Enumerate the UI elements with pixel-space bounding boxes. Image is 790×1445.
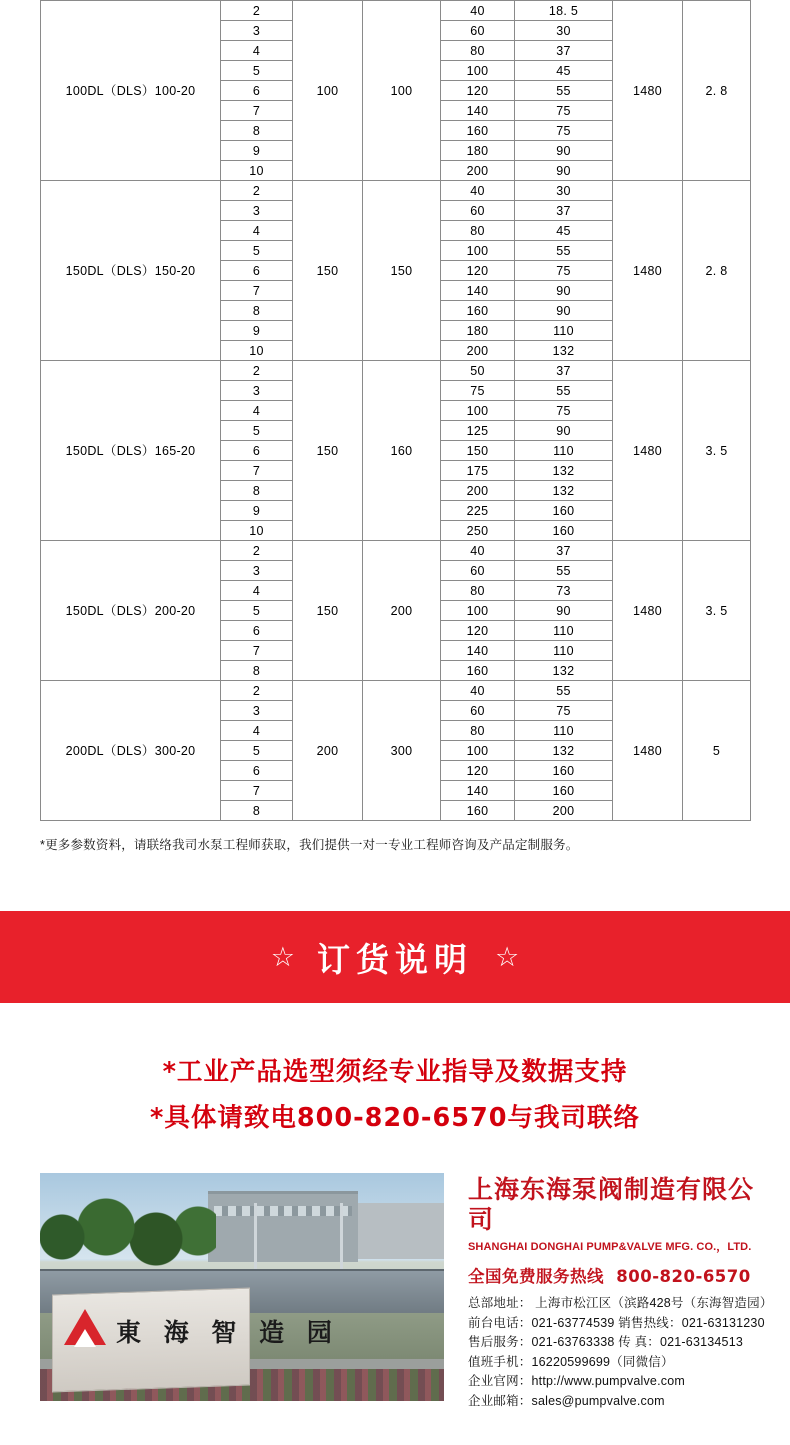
cell-head: 37 (515, 541, 613, 561)
cell-stages: 9 (221, 141, 293, 161)
cell-stages: 2 (221, 361, 293, 381)
cell-stages: 7 (221, 781, 293, 801)
cell-head: 110 (515, 621, 613, 641)
hotline-label: 全国免费服务热线 (468, 1267, 604, 1286)
contact-line: 企业官网：http://www.pumpvalve.com (468, 1374, 685, 1388)
contact-line: 企业邮箱：sales@pumpvalve.com (468, 1393, 665, 1408)
cell-flow: 140 (441, 641, 515, 661)
cell-dn-in: 150 (293, 181, 363, 361)
contact-line: 总部地址： 上海市松江区（滨路428号（东海智造园） (468, 1296, 773, 1310)
cell-head: 75 (515, 701, 613, 721)
cell-stages: 5 (221, 741, 293, 761)
cell-flow: 60 (441, 201, 515, 221)
cell-model: 150DL（DLS）150-20 (41, 181, 221, 361)
table-footnote: *更多参数资料，请联络我司水泵工程师获取，我们提供一对一专业工程师咨询及产品定制服务。 (40, 838, 579, 852)
cell-head: 90 (515, 161, 613, 181)
company-name-en: SHANGHAI DONGHAI PUMP&VALVE MFG. CO.，LTD. (468, 1241, 752, 1253)
cell-stages: 3 (221, 21, 293, 41)
contact-line: 售后服务：021-63763338 传 真：021-63134513 (468, 1335, 744, 1349)
contact-line: 值班手机：16220599699（同微信） (468, 1354, 674, 1369)
table-row (41, 541, 751, 561)
spec-table-body (41, 1, 751, 821)
cell-power: 3. 5 (683, 361, 751, 541)
cell-stages: 3 (221, 381, 293, 401)
cell-flow: 160 (441, 801, 515, 821)
cell-stages: 7 (221, 281, 293, 301)
table-row (41, 181, 751, 201)
cell-flow: 140 (441, 101, 515, 121)
cell-power: 2. 8 (683, 181, 751, 361)
cell-stages: 4 (221, 41, 293, 61)
cell-stages: 2 (221, 181, 293, 201)
cell-flow: 100 (441, 601, 515, 621)
cell-flow: 160 (441, 121, 515, 141)
cell-stages: 6 (221, 81, 293, 101)
cell-flow: 40 (441, 681, 515, 701)
cell-head: 55 (515, 561, 613, 581)
notice-block (0, 1003, 790, 1141)
contact-lines (468, 1294, 773, 1411)
cell-flow: 40 (441, 1, 515, 21)
cell-head: 30 (515, 21, 613, 41)
cell-stages: 7 (221, 461, 293, 481)
cell-flow: 140 (441, 781, 515, 801)
cell-stages: 9 (221, 501, 293, 521)
cell-head: 132 (515, 661, 613, 681)
contact-line: 前台电话：021-63774539 销售热线：021-63131230 (468, 1315, 765, 1330)
cell-stages: 3 (221, 201, 293, 221)
cell-stages: 2 (221, 1, 293, 21)
cell-flow: 120 (441, 761, 515, 781)
cell-stages: 6 (221, 261, 293, 281)
cell-head: 75 (515, 261, 613, 281)
cell-head: 110 (515, 721, 613, 741)
cell-head: 73 (515, 581, 613, 601)
photo-building-side (358, 1203, 444, 1259)
hotline-number: 800-820-6570 (616, 1267, 751, 1286)
cell-flow: 120 (441, 81, 515, 101)
cell-flow: 225 (441, 501, 515, 521)
cell-flow: 120 (441, 261, 515, 281)
cell-head: 55 (515, 381, 613, 401)
cell-stages: 2 (221, 681, 293, 701)
cell-flow: 100 (441, 61, 515, 81)
cell-head: 160 (515, 761, 613, 781)
cell-model: 100DL（DLS）100-20 (41, 1, 221, 181)
cell-flow: 100 (441, 241, 515, 261)
cell-flow: 120 (441, 621, 515, 641)
cell-head: 37 (515, 201, 613, 221)
table-row (41, 681, 751, 701)
cell-head: 132 (515, 741, 613, 761)
cell-stages: 4 (221, 221, 293, 241)
cell-flow: 50 (441, 361, 515, 381)
cell-flow: 60 (441, 561, 515, 581)
cell-stages: 8 (221, 121, 293, 141)
cell-stages: 7 (221, 641, 293, 661)
cell-flow: 180 (441, 321, 515, 341)
star-icon-right: ☆ (495, 941, 520, 972)
cell-dn-out: 100 (363, 1, 441, 181)
cell-head: 132 (515, 461, 613, 481)
cell-flow: 160 (441, 661, 515, 681)
star-icon-left: ☆ (270, 941, 295, 972)
cell-head: 55 (515, 241, 613, 261)
cell-stages: 5 (221, 61, 293, 81)
cell-stages: 4 (221, 581, 293, 601)
cell-flow: 60 (441, 701, 515, 721)
cell-flow: 80 (441, 721, 515, 741)
photo-trees (40, 1197, 216, 1269)
cell-stages: 8 (221, 801, 293, 821)
cell-flow: 75 (441, 381, 515, 401)
cell-head: 55 (515, 681, 613, 701)
cell-dn-out: 150 (363, 181, 441, 361)
cell-power: 3. 5 (683, 541, 751, 681)
cell-stages: 8 (221, 661, 293, 681)
table-row (41, 1, 751, 21)
cell-model: 200DL（DLS）300-20 (41, 681, 221, 821)
cell-stages: 3 (221, 561, 293, 581)
cell-head: 90 (515, 601, 613, 621)
cell-stages: 10 (221, 161, 293, 181)
photo-building-main (208, 1191, 358, 1262)
cell-speed: 1480 (613, 681, 683, 821)
cell-flow: 100 (441, 741, 515, 761)
cell-flow: 80 (441, 41, 515, 61)
cell-head: 90 (515, 421, 613, 441)
cell-head: 55 (515, 81, 613, 101)
cell-head: 160 (515, 501, 613, 521)
cell-flow: 200 (441, 341, 515, 361)
cell-head: 110 (515, 321, 613, 341)
cell-stages: 7 (221, 101, 293, 121)
company-info (468, 1173, 773, 1411)
cell-stages: 10 (221, 341, 293, 361)
cell-head: 45 (515, 221, 613, 241)
cell-stages: 10 (221, 521, 293, 541)
cell-stages: 5 (221, 421, 293, 441)
company-name-cn: 上海东海泵阀制造有限公司 (468, 1175, 755, 1234)
cell-stages: 4 (221, 401, 293, 421)
cell-flow: 200 (441, 161, 515, 181)
cell-power: 2. 8 (683, 1, 751, 181)
cell-flow: 180 (441, 141, 515, 161)
hotline (468, 1263, 773, 1287)
cell-stages: 9 (221, 321, 293, 341)
cell-head: 90 (515, 301, 613, 321)
cell-speed: 1480 (613, 361, 683, 541)
cell-stages: 5 (221, 601, 293, 621)
cell-flow: 100 (441, 401, 515, 421)
cell-dn-out: 200 (363, 541, 441, 681)
company-footer (0, 1173, 790, 1445)
cell-head: 90 (515, 141, 613, 161)
factory-photo (40, 1173, 444, 1401)
cell-flow: 250 (441, 521, 515, 541)
cell-stages: 6 (221, 441, 293, 461)
photo-sign-text: 東 海 智 造 园 (116, 1318, 339, 1347)
cell-stages: 8 (221, 481, 293, 501)
cell-head: 160 (515, 521, 613, 541)
cell-head: 75 (515, 101, 613, 121)
cell-flow: 80 (441, 221, 515, 241)
cell-dn-in: 100 (293, 1, 363, 181)
cell-head: 200 (515, 801, 613, 821)
cell-stages: 6 (221, 621, 293, 641)
cell-stages: 6 (221, 761, 293, 781)
cell-flow: 160 (441, 301, 515, 321)
cell-dn-out: 300 (363, 681, 441, 821)
cell-speed: 1480 (613, 541, 683, 681)
cell-stages: 2 (221, 541, 293, 561)
cell-stages: 8 (221, 301, 293, 321)
cell-head: 132 (515, 341, 613, 361)
cell-head: 37 (515, 361, 613, 381)
cell-dn-in: 150 (293, 361, 363, 541)
cell-speed: 1480 (613, 181, 683, 361)
cell-head: 110 (515, 641, 613, 661)
cell-stages: 4 (221, 721, 293, 741)
cell-flow: 80 (441, 581, 515, 601)
cell-head: 18. 5 (515, 1, 613, 21)
cell-dn-in: 200 (293, 681, 363, 821)
cell-flow: 200 (441, 481, 515, 501)
cell-flow: 40 (441, 181, 515, 201)
cell-speed: 1480 (613, 1, 683, 181)
notice-line-2: *具体请致电800-820-6570与我司联络 (150, 1103, 640, 1133)
cell-flow: 125 (441, 421, 515, 441)
cell-power: 5 (683, 681, 751, 821)
cell-head: 75 (515, 401, 613, 421)
cell-head: 75 (515, 121, 613, 141)
cell-flow: 40 (441, 541, 515, 561)
cell-stages: 5 (221, 241, 293, 261)
banner-title: 订货说明 (317, 939, 473, 979)
cell-model: 150DL（DLS）200-20 (41, 541, 221, 681)
cell-stages: 3 (221, 701, 293, 721)
cell-head: 160 (515, 781, 613, 801)
cell-head: 110 (515, 441, 613, 461)
notice-line-1: *工业产品选型须经专业指导及数据支持 (162, 1057, 628, 1087)
cell-flow: 60 (441, 21, 515, 41)
cell-head: 132 (515, 481, 613, 501)
table-row (41, 361, 751, 381)
cell-model: 150DL（DLS）165-20 (41, 361, 221, 541)
order-instructions-banner (0, 911, 790, 1003)
company-logo-icon (64, 1309, 106, 1345)
cell-dn-out: 160 (363, 361, 441, 541)
cell-flow: 150 (441, 441, 515, 461)
cell-head: 37 (515, 41, 613, 61)
cell-head: 30 (515, 181, 613, 201)
cell-flow: 140 (441, 281, 515, 301)
spec-table (40, 0, 751, 821)
cell-dn-in: 150 (293, 541, 363, 681)
cell-flow: 175 (441, 461, 515, 481)
cell-head: 90 (515, 281, 613, 301)
cell-head: 45 (515, 61, 613, 81)
